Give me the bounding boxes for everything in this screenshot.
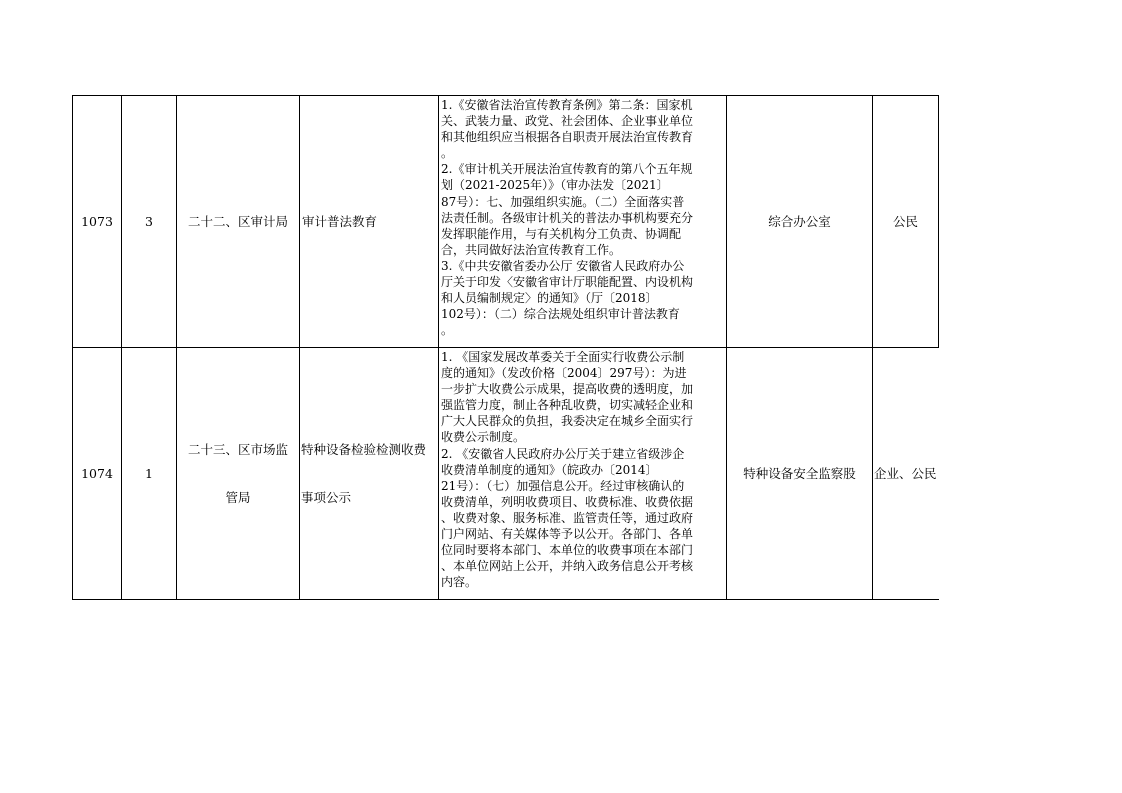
table-bottom-border	[72, 599, 939, 600]
table-row-1073-basis	[439, 97, 726, 347]
department-line: 管局	[225, 489, 251, 505]
basis-line: 度的通知》（发改价格〔2004〕297号）：为进	[441, 366, 687, 381]
basis-line: 。	[441, 323, 454, 338]
table-row-1073-sub-seq: 3	[145, 213, 153, 229]
table-row-1074-basis	[439, 349, 726, 599]
basis-line: 2.《审计机关开展法治宣传教育的第八个五年规	[441, 162, 693, 177]
basis-line: 厅关于印发〈安徽省审计厅职能配置、内设机构	[441, 275, 694, 290]
basis-line: 。	[441, 146, 454, 161]
basis-line: 收费清单制度的通知》（皖政办〔2014〕	[441, 462, 658, 477]
basis-line: 1. 《国家发展改革委关于全面实行收费公示制	[441, 350, 685, 364]
basis-line: 广大人民群众的负担，我委决定在城乡全面实行	[441, 414, 694, 429]
table-row-1073-seq: 1073	[81, 213, 113, 229]
table-row-1073-item: 审计普法教育	[302, 213, 378, 229]
column-border	[938, 95, 939, 347]
basis-line: 和其他组织应当根据各自职责开展法治宣传教育	[441, 130, 694, 145]
basis-line: 法责任制。各级审计机关的普法办事机构要充分	[441, 210, 694, 225]
table-row-1074-department	[177, 348, 299, 599]
basis-line: 合，共同做好法治宣传教育工作。	[441, 242, 622, 257]
table-row-1074-target: 企业、公民	[874, 465, 937, 481]
basis-line: 门户网站、有关媒体等予以公开。各部门、各单	[441, 527, 694, 542]
basis-line: 内容。	[441, 575, 478, 590]
basis-line: 2. 《安徽省人民政府办公厅关于建立省级涉企	[441, 446, 685, 461]
basis-line: 收费清单，列明收费项目、收费标准、收费依据	[441, 494, 694, 509]
table-row-1074-sub-seq: 1	[145, 465, 153, 481]
basis-line: 收费公示制度。	[441, 430, 526, 445]
table-row-1074-seq: 1074	[81, 465, 113, 481]
basis-line: 和人员编制规定〉的通知》（厅〔2018〕	[441, 291, 658, 306]
column-border	[299, 95, 300, 600]
basis-line: 位同时要将本部门、本单位的收费事项在本部门	[441, 543, 694, 558]
table-row-1074-office: 特种设备安全监察股	[743, 465, 856, 481]
table-row-1073-target: 公民	[892, 213, 918, 229]
basis-line: 一步扩大收费公示成果，提高收费的透明度，加	[441, 382, 694, 397]
basis-line: 21号）：（七）加强信息公开。经过审核确认的	[441, 478, 685, 493]
basis-line: 3.《中共安徽省委办公厅 安徽省人民政府办公	[441, 258, 685, 273]
basis-line: 1.《安徽省法治宣传教育条例》第二条：国家机	[441, 98, 693, 112]
table-row-1073-department: 二十二、区审计局	[187, 213, 288, 229]
basis-line: 关、武装力量、政党、社会团体、企业事业单位	[441, 114, 694, 129]
basis-line: 、本单位网站上公开，并纳入政务信息公开考核	[441, 559, 694, 574]
basis-line: 87号）：七、加强组织实施。（二）全面落实普	[441, 194, 685, 209]
item-line: 特种设备检验检测收费	[301, 441, 427, 457]
item-line: 事项公示	[301, 489, 352, 505]
table-row-1073-office: 综合办公室	[768, 213, 831, 229]
basis-line: 强监管力度，制止各种乱收费，切实减轻企业和	[441, 398, 694, 413]
basis-line: 102号）：（二）综合法规处组织审计普法教育	[441, 307, 680, 322]
basis-line: 划（2021-2025年）》（审办法发〔2021〕	[441, 178, 669, 193]
department-line: 二十三、区市场监	[187, 441, 288, 457]
basis-line: 、收费对象、服务标准、监管责任等，通过政府	[441, 510, 694, 525]
spreadsheet-table	[72, 95, 939, 600]
table-row-1074-item	[301, 348, 438, 599]
basis-line: 发挥职能作用，与有关机构分工负责、协调配	[441, 226, 682, 241]
